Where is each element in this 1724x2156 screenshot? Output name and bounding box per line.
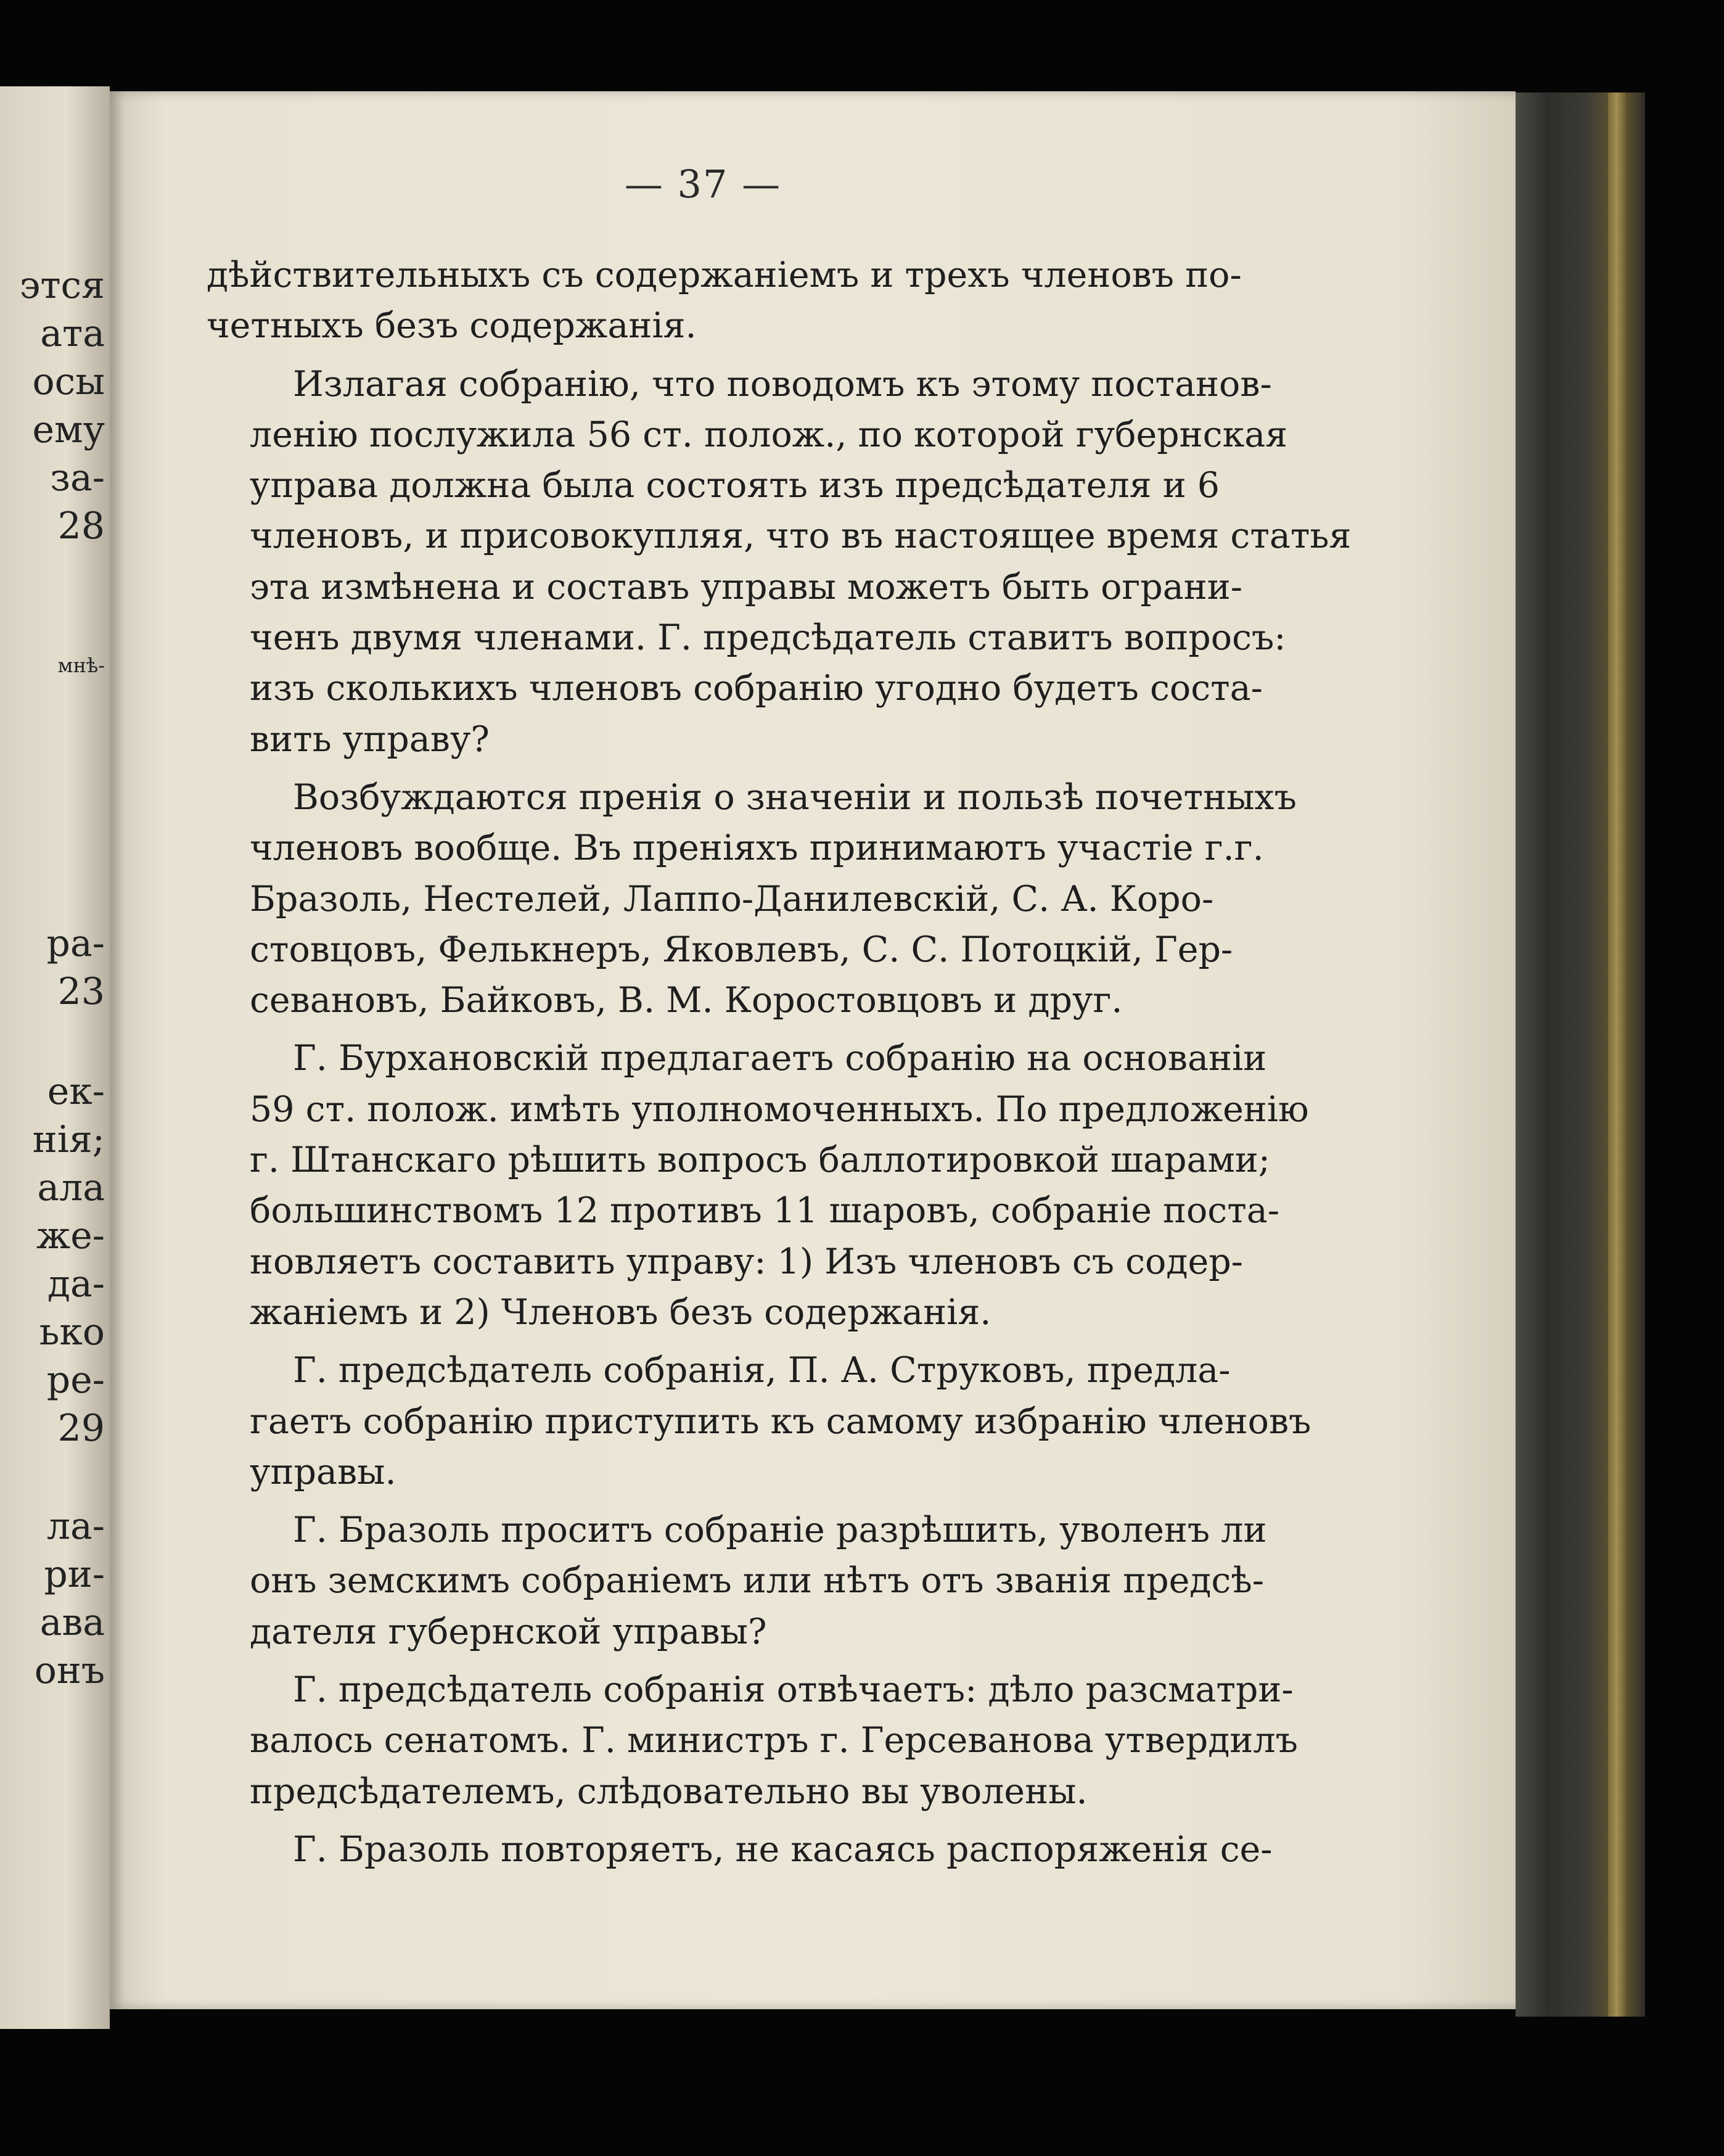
left-fragment: мнѣ- — [57, 654, 105, 677]
text-line: жаніемъ и 2) Членовъ безъ содержанія. — [250, 1291, 991, 1333]
text-line: Г. Бразоль повторяетъ, не касаясь распоряженія се- — [293, 1829, 1273, 1870]
paragraph — [207, 250, 1242, 352]
text-line: ченъ двумя членами. Г. предсѣдатель ставитъ вопросъ: — [250, 617, 1286, 659]
paragraph — [207, 1505, 1267, 1657]
gilt-edge — [1608, 93, 1625, 2017]
paragraph — [207, 359, 1352, 765]
text-line: онъ земскимъ собраніемъ или нѣтъ отъ званія предсѣ- — [250, 1560, 1264, 1602]
text-line: Излагая собранію, что поводомъ къ этому постанов- — [293, 363, 1272, 405]
text-line: Г. предсѣдатель собранія, П. А. Струковъ, предла- — [293, 1350, 1231, 1391]
text-line: членовъ, и присовокупляя, что въ настоящее время статья — [250, 516, 1352, 557]
text-line: Бразоль, Нестелей, Лаппо-Данилевскій, С. А. Коро- — [250, 878, 1214, 920]
text-line: вить управу? — [250, 718, 490, 760]
left-fragment: ре- — [46, 1359, 105, 1402]
text-line: севановъ, Байковъ, В. М. Коростовцовъ и друг. — [250, 980, 1123, 1021]
left-fragment: ата — [40, 312, 105, 355]
paragraph — [207, 1033, 1309, 1338]
page-number: — 37 — — [624, 162, 782, 207]
text-line: дѣйствительныхъ съ содержаніемъ и трехъ членовъ по- — [207, 255, 1242, 295]
left-fragment: этся — [19, 264, 105, 307]
left-fragment: ала — [37, 1166, 105, 1209]
text-line: четныхъ безъ содержанія. — [207, 305, 697, 347]
text-line: стовцовъ, Фелькнеръ, Яковлевъ, С. С. Потоцкій, Гер- — [250, 929, 1233, 970]
paragraph — [207, 772, 1297, 1026]
text-line: эта измѣнена и составъ управы можетъ быть ограни- — [250, 566, 1242, 607]
text-line: управа должна была состоять изъ предсѣдателя и 6 — [250, 465, 1220, 506]
left-fragment: ла- — [46, 1505, 105, 1548]
text-line: большинствомъ 12 противъ 11 шаровъ, собраніе поста- — [250, 1190, 1280, 1232]
text-line: Г. предсѣдатель собранія отвѣчаетъ: дѣло разсматри- — [293, 1669, 1294, 1711]
left-fragment: 28 — [57, 504, 105, 548]
left-fragment: ра- — [46, 922, 105, 965]
paragraph — [207, 1824, 1273, 1875]
left-fragment: онъ — [34, 1649, 105, 1692]
left-fragment: за- — [50, 456, 105, 500]
text-line: изъ сколькихъ членовъ собранію угодно будетъ соста- — [250, 668, 1263, 709]
text-line: валось сенатомъ. Г. министръ г. Герсеванова утвердилъ — [250, 1720, 1298, 1761]
left-fragment: 23 — [57, 970, 105, 1013]
left-fragment: ри- — [44, 1553, 105, 1596]
body-text — [207, 250, 1352, 1882]
left-fragment: ему — [32, 408, 105, 451]
left-fragment: же- — [36, 1214, 105, 1257]
text-line: 59 ст. полож. имѣть уполномоченныхъ. По предложенію — [250, 1088, 1309, 1130]
text-line: ленію послужила 56 ст. полож., по которой губернская — [250, 414, 1288, 455]
left-fragment: нія; — [32, 1118, 105, 1161]
text-line: управы. — [250, 1451, 396, 1492]
text-line: Г. Бразоль проситъ собраніе разрѣшить, уволенъ ли — [293, 1510, 1267, 1551]
left-fragment: ек- — [47, 1070, 105, 1113]
left-fragment: да- — [47, 1262, 105, 1306]
book-edge — [1516, 93, 1645, 2017]
paragraph — [207, 1345, 1311, 1497]
left-fragment: ава — [39, 1601, 105, 1644]
text-line: Г. Бурхановскій предлагаетъ собранію на основаніи — [293, 1038, 1267, 1079]
text-line: членовъ вообще. Въ преніяхъ принимаютъ участіе г.г. — [250, 828, 1264, 869]
text-line: дателя губернской управы? — [250, 1611, 767, 1652]
text-line: гаетъ собранію приступить къ самому избранію членовъ — [250, 1401, 1311, 1442]
left-page-edge — [0, 86, 110, 2029]
paragraph — [207, 1664, 1298, 1817]
text-line: г. Штанскаго рѣшить вопросъ баллотировкой шарами; — [250, 1140, 1271, 1181]
text-line: новляетъ составить управу: 1) Изъ членовъ съ содер- — [250, 1241, 1243, 1282]
text-line: предсѣдателемъ, слѣдовательно вы уволены. — [250, 1771, 1088, 1812]
left-fragment: ько — [39, 1310, 105, 1354]
text-line: Возбуждаются пренія о значеніи и пользѣ почетныхъ — [293, 776, 1297, 818]
left-fragment: осы — [32, 360, 105, 403]
left-fragment: 29 — [57, 1407, 105, 1450]
